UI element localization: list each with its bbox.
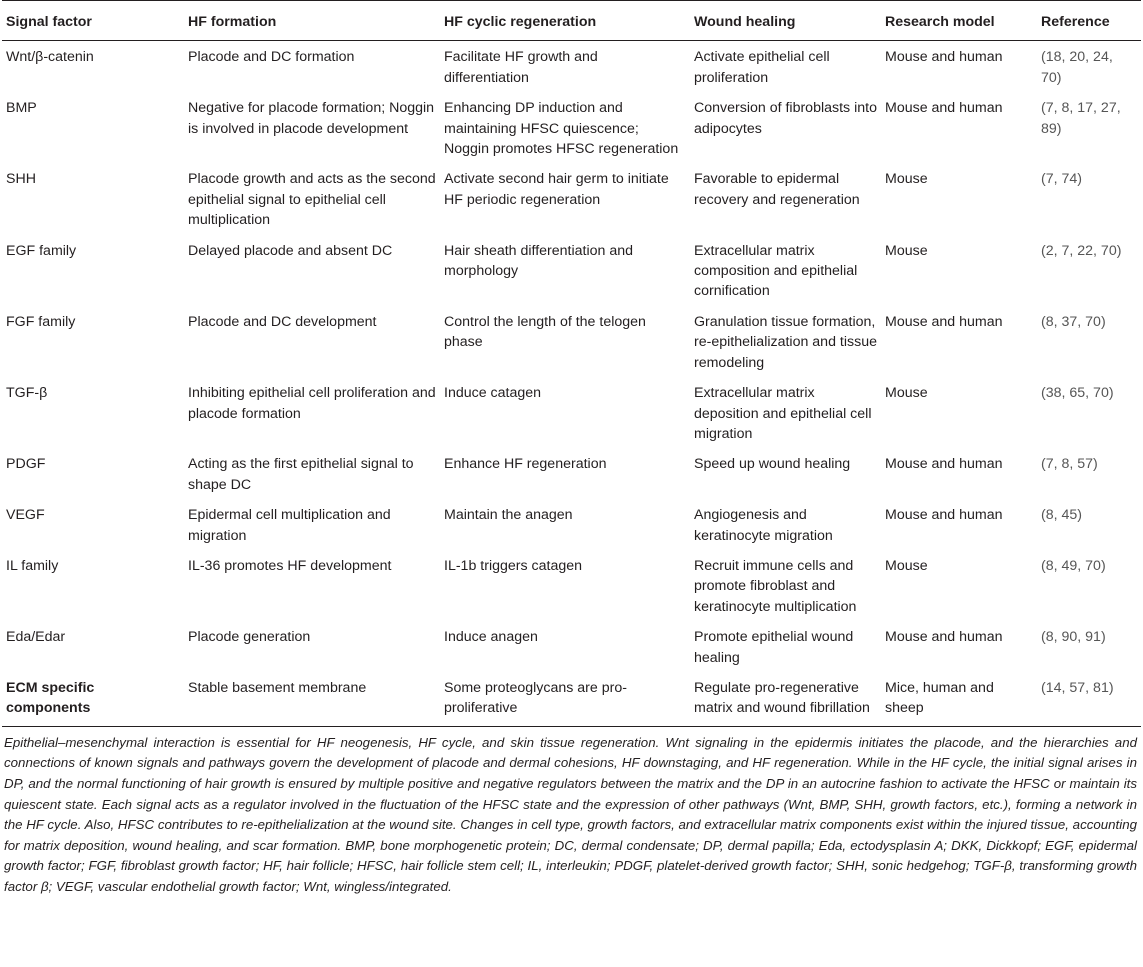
hf-regeneration-cell: Activate second hair germ to initiate HF periodic regeneration <box>444 171 669 208</box>
reference-cell: (7, 8, 57) <box>1041 456 1098 473</box>
signal-factor-cell: TGF-β <box>6 385 48 402</box>
reference-cell: (38, 65, 70) <box>1041 385 1114 402</box>
wound-healing-cell: Angiogenesis and keratinocyte migration <box>694 507 833 544</box>
research-model-cell: Mouse and human <box>885 100 1003 117</box>
table-row <box>2 163 1141 234</box>
research-model-cell: Mouse and human <box>885 313 1003 330</box>
reference-cell: (2, 7, 22, 70) <box>1041 242 1122 259</box>
wound-healing-cell: Recruit immune cells and promote fibroblast and keratinocyte multiplication <box>694 557 857 615</box>
research-model-cell: Mouse and human <box>885 507 1003 524</box>
hf-regeneration-cell: Induce catagen <box>444 385 542 402</box>
table-body <box>2 41 1141 726</box>
signal-factor-cell: IL family <box>6 557 59 574</box>
table-row <box>2 92 1141 163</box>
table-row <box>2 621 1141 672</box>
header-row <box>2 1 1141 41</box>
hf-regeneration-cell: Induce anagen <box>444 629 538 646</box>
hf-formation-cell: IL-36 promotes HF development <box>188 557 392 574</box>
reference-cell: (8, 49, 70) <box>1041 557 1106 574</box>
table-row <box>2 672 1141 726</box>
hf-formation-cell: Negative for placode formation; Noggin is involved in placode development <box>188 100 435 137</box>
hf-formation-cell: Placode growth and acts as the second epithelial signal to epithelial cell multiplication <box>188 171 436 229</box>
reference-cell: (8, 90, 91) <box>1041 629 1106 646</box>
hf-regeneration-cell: Enhancing DP induction and maintaining HFSC quiescence; Noggin promotes HFSC regeneration <box>444 100 679 158</box>
signal-factor-cell: Wnt/β-catenin <box>6 49 94 66</box>
signal-factor-cell: VEGF <box>6 507 45 524</box>
hf-formation-cell: Placode and DC development <box>188 313 377 330</box>
table-row <box>2 499 1141 550</box>
table-row <box>2 235 1141 306</box>
wound-healing-cell: Regulate pro-regenerative matrix and wound fibrillation <box>690 672 881 726</box>
reference-cell: (7, 8, 17, 27, 89) <box>1041 100 1121 137</box>
table-row <box>2 41 1141 92</box>
table-row <box>2 448 1141 499</box>
research-model-cell: Mouse <box>885 242 928 259</box>
header-signal-factor: Signal factor <box>2 1 184 41</box>
signal-factor-cell: PDGF <box>6 456 46 473</box>
header-wound-healing: Wound healing <box>690 1 881 41</box>
hf-regeneration-cell: IL-1b triggers catagen <box>444 557 583 574</box>
hf-regeneration-cell: Enhance HF regeneration <box>444 456 607 473</box>
wound-healing-cell: Granulation tissue formation, re-epithelialization and tissue remodeling <box>694 313 877 371</box>
signal-factor-cell: Eda/Edar <box>6 629 66 646</box>
wound-healing-cell: Promote epithelial wound healing <box>694 629 854 666</box>
signal-factor-table <box>2 0 1141 727</box>
table-row <box>2 550 1141 621</box>
signal-factor-cell: BMP <box>6 100 37 117</box>
research-model-cell: Mouse and human <box>885 456 1003 473</box>
reference-cell: (14, 57, 81) <box>1037 672 1141 726</box>
wound-healing-cell: Extracellular matrix deposition and epithelial cell migration <box>694 385 872 442</box>
hf-regeneration-cell: Some proteoglycans are pro-proliferative <box>440 672 690 726</box>
research-model-cell: Mice, human and sheep <box>881 672 1037 726</box>
wound-healing-cell: Speed up wound healing <box>694 456 851 473</box>
hf-formation-cell: Placode and DC formation <box>188 49 355 66</box>
wound-healing-cell: Activate epithelial cell proliferation <box>694 49 830 86</box>
wound-healing-cell: Extracellular matrix composition and epithelial cornification <box>694 242 858 300</box>
hf-formation-cell: Acting as the first epithelial signal to shape DC <box>188 456 414 493</box>
hf-formation-cell: Placode generation <box>188 629 311 646</box>
research-model-cell: Mouse and human <box>885 629 1003 646</box>
wound-healing-cell: Favorable to epidermal recovery and regeneration <box>694 171 860 208</box>
header-hf-formation: HF formation <box>184 1 440 41</box>
hf-formation-cell: Delayed placode and absent DC <box>188 242 393 259</box>
table-row <box>2 306 1141 377</box>
research-model-cell: Mouse <box>885 171 928 188</box>
header-hf-cyclic-regeneration: HF cyclic regeneration <box>440 1 690 41</box>
reference-cell: (8, 37, 70) <box>1041 313 1106 330</box>
header-research-model: Research model <box>881 1 1037 41</box>
research-model-cell: Mouse and human <box>885 49 1003 66</box>
signal-factor-cell: EGF family <box>6 242 77 259</box>
hf-formation-cell: Stable basement membrane <box>184 672 440 726</box>
hf-formation-cell: Inhibiting epithelial cell proliferation and placode formation <box>188 385 436 422</box>
hf-regeneration-cell: Control the length of the telogen phase <box>444 313 646 351</box>
reference-cell: (7, 74) <box>1041 171 1083 188</box>
research-model-cell: Mouse <box>885 557 928 574</box>
signal-factor-cell: ECM specific components <box>2 672 184 726</box>
table-header <box>2 1 1141 41</box>
hf-regeneration-cell: Hair sheath differentiation and morphology <box>444 242 634 280</box>
signal-factor-cell: FGF family <box>6 313 76 330</box>
table-row <box>2 377 1141 448</box>
hf-formation-cell: Epidermal cell multiplication and migration <box>188 507 391 544</box>
wound-healing-cell: Conversion of fibroblasts into adipocytes <box>694 100 877 137</box>
header-reference: Reference <box>1037 1 1141 41</box>
table-caption: Epithelial–mesenchymal interaction is essential for HF neogenesis, HF cycle, and skin tissue regeneration. Wnt signaling in the epidermis initiates the placode, and the hierarchies and connections of known signals and pathways govern the development of placode and dermal cohesions, HF downstaging, and HF regeneration. While in the HF cycle, the initial signal arises in DP, and the normal functioning of hair growth is ensured by multiple positive and negative regulators between the matrix and the DP in an autocrine fashion to activate the HFSC or maintain its quiescent state. Each signal acts as a regulator involved in the fluctuation of the HFSC state and the expression of other pathways (Wnt, BMP, SHH, growth factors, etc.), forming a network in the HF cycle. Also, HFSC contributes to re-epithelialization at the wound site. Changes in cell type, growth factors, and extracellular matrix components exist within the injured tissue, accounting for matrix deposition, wound healing, and scar formation. BMP, bone morphogenetic protein; DC, dermal condensate; DP, dermal papilla; Eda, ectodysplasin A; DKK, Dickkopf; EGF, epidermal growth factor; FGF, fibroblast growth factor; HF, hair follicle; HFSC, hair follicle stem cell; IL, interleukin; PDGF, platelet-derived growth factor; SHH, sonic hedgehog; TGF-β, transforming growth factor β; VEGF, vascular endothelial growth factor; Wnt, wingless/integrated. <box>4 734 1137 894</box>
hf-regeneration-cell: Maintain the anagen <box>444 507 573 524</box>
reference-cell: (18, 20, 24, 70) <box>1041 49 1113 86</box>
research-model-cell: Mouse <box>885 385 928 402</box>
reference-cell: (8, 45) <box>1041 507 1083 524</box>
hf-regeneration-cell: Facilitate HF growth and differentiation <box>444 49 598 86</box>
signal-factor-cell: SHH <box>6 171 36 188</box>
